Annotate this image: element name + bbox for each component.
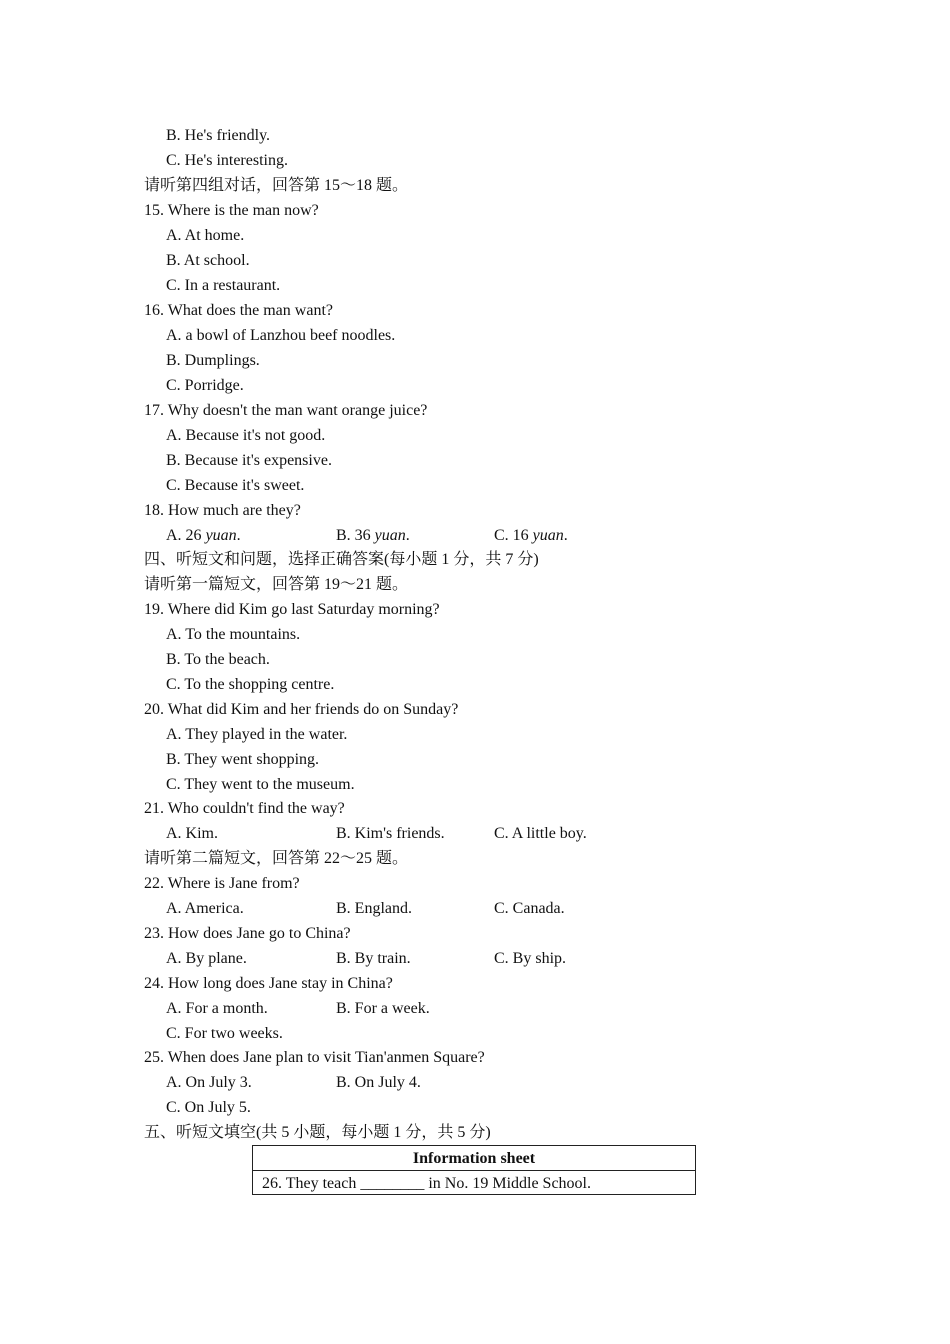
question-20: 20. What did Kim and her friends do on Sunday? [144,701,459,718]
question-22: 22. Where is Jane from? [144,875,300,892]
option-23b: B. By train. [336,950,411,967]
question-23: 23. How does Jane go to China? [144,925,351,942]
options-18-row [166,523,766,548]
section-heading-5: 五、听短文填空(共 5 小题，每小题 1 分，共 5 分) [144,1124,491,1141]
option-24c: C. For two weeks. [166,1025,283,1042]
option-22b: B. England. [336,900,412,917]
section-heading-4: 四、听短文和问题，选择正确答案(每小题 1 分，共 7 分) [144,551,539,568]
fill-blank-26: 26. They teach ________ in No. 19 Middle School. [253,1170,695,1196]
information-sheet-title: Information sheet [412,1150,536,1167]
option-23c: C. By ship. [494,950,567,967]
option-15b: B. At school. [166,252,250,269]
option-21b: B. Kim's friends. [336,825,445,842]
option-23a: A. By plane. [166,950,247,967]
option-21a: A. Kim. [166,825,218,842]
option-24a: A. For a month. [166,1000,268,1017]
option-20a: A. They played in the water. [166,726,348,743]
option-16b: B. Dumplings. [166,352,260,369]
question-21: 21. Who couldn't find the way? [144,800,345,817]
information-sheet-table [252,1145,696,1195]
options-24-row [166,996,766,1021]
option-19c: C. To the shopping centre. [166,676,335,693]
options-21-row [166,821,766,846]
question-16: 16. What does the man want? [144,302,333,319]
option-15a: A. At home. [166,227,245,244]
option-17b: B. Because it's expensive. [166,452,332,469]
question-18: 18. How much are they? [144,502,301,519]
option-15c: C. In a restaurant. [166,277,281,294]
options-25-row [166,1070,766,1095]
option-18a: A. 26 yuan. [166,527,241,544]
instruction-dialog-4: 请听第四组对话，回答第 15～18 题。 [144,177,409,194]
question-15: 15. Where is the man now? [144,202,319,219]
option-16a: A. a bowl of Lanzhou beef noodles. [166,327,396,344]
option-25b: B. On July 4. [336,1074,421,1091]
option-24b: B. For a week. [336,1000,430,1017]
option-22a: A. America. [166,900,244,917]
option-19a: A. To the mountains. [166,626,301,643]
instruction-passage-1: 请听第一篇短文，回答第 19～21 题。 [144,576,409,593]
question-25: 25. When does Jane plan to visit Tian'anmen Square? [144,1049,485,1066]
options-23-row [166,946,766,971]
option-20b: B. They went shopping. [166,751,320,768]
option-14c: C. He's interesting. [166,152,288,169]
instruction-passage-2: 请听第二篇短文，回答第 22～25 题。 [144,850,409,867]
question-24: 24. How long does Jane stay in China? [144,975,393,992]
option-18c: C. 16 yuan. [494,527,568,544]
option-18b: B. 36 yuan. [336,527,410,544]
question-19: 19. Where did Kim go last Saturday morning? [144,601,440,618]
option-20c: C. They went to the museum. [166,776,355,793]
option-17a: A. Because it's not good. [166,427,326,444]
option-19b: B. To the beach. [166,651,270,668]
option-22c: C. Canada. [494,900,565,917]
option-16c: C. Porridge. [166,377,244,394]
options-22-row [166,896,766,921]
option-21c: C. A little boy. [494,825,587,842]
option-17c: C. Because it's sweet. [166,477,305,494]
option-14b: B. He's friendly. [166,127,271,144]
option-25a: A. On July 3. [166,1074,252,1091]
option-25c: C. On July 5. [166,1099,251,1116]
question-17: 17. Why doesn't the man want orange juice? [144,402,428,419]
